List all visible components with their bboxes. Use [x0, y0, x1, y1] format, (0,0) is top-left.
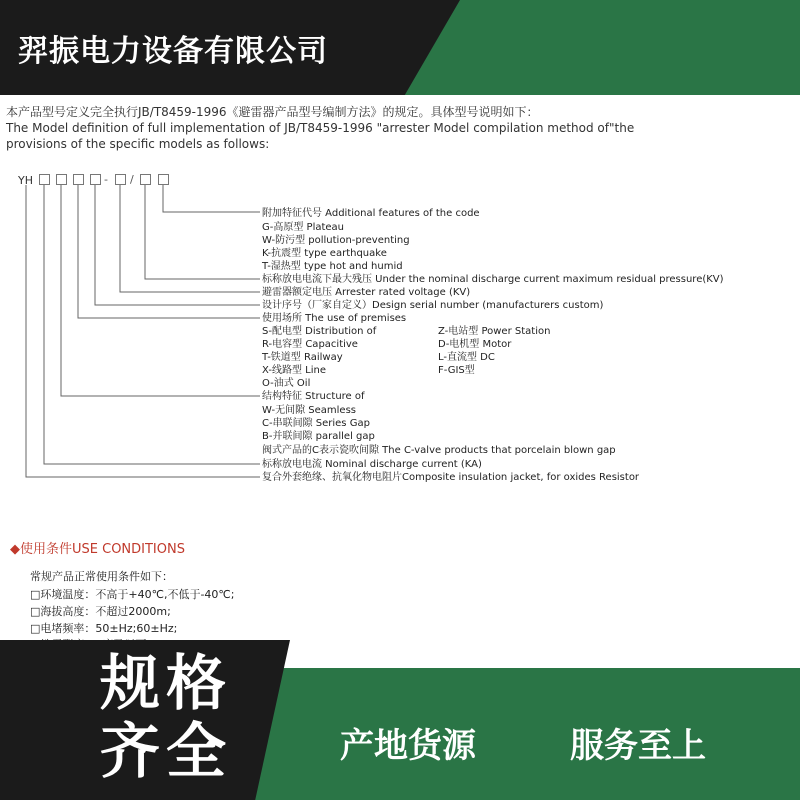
definition-line-col2: D-电机型 Motor [438, 339, 512, 350]
definition-line-col2: Z-电站型 Power Station [438, 326, 551, 337]
definition-line: 设计序号（厂家自定义）Design serial number (manufacturers custom) [262, 300, 604, 311]
definition-line: R-电容型 Capacitive [262, 339, 358, 350]
intro-line: 本产品型号定义完全执行JB/T8459-1996《避雷器产品型号编制方法》的规定。具体型号说明如下： [6, 105, 539, 119]
definition-line: 复合外套绝缘、抗氧化物电阻片Composite insulation jacket, for oxides Resistor [262, 472, 640, 483]
definition-line: W-防污型 pollution-preventing [262, 235, 410, 246]
definition-line: 标称放电电流下最大残压 Under the nominal discharge current maximum residual pressure(KV) [262, 274, 724, 285]
code-slash: / [130, 173, 134, 186]
definition-line: 使用场所 The use of premises [262, 313, 407, 324]
spec-complete-text [100, 650, 232, 786]
code-dash: - [104, 173, 108, 186]
definition-line: C-串联间隙 Series Gap [262, 418, 370, 429]
model-code-prefix: YH [18, 174, 33, 187]
definition-line: K-抗震型 type earthquake [262, 248, 387, 259]
slogan-origin: 产地货源 [340, 726, 476, 766]
definition-line: 附加特征代号 Additional features of the code [262, 208, 480, 219]
definition-line: 避雷器额定电压 Arrester rated voltage (KV) [262, 287, 471, 298]
spec-line: 齐全 [100, 717, 232, 787]
spec-line: 规格 [100, 649, 232, 719]
use-conditions-intro: 常规产品正常使用条件如下： [30, 570, 173, 583]
definition-line-col2: L-直流型 DC [438, 352, 495, 363]
definition-line: W-无间隙 Seamless [262, 405, 356, 416]
definition-line: B-并联间隙 parallel gap [262, 431, 375, 442]
definition-line-col2: F-GIS型 [438, 365, 475, 376]
definition-line: 阀式产品的C表示瓷吹间隙 The C-valve products that porcelain blown gap [262, 445, 616, 456]
company-name: 羿振电力设备有限公司 [18, 34, 328, 69]
definition-line: X-线路型 Line [262, 365, 326, 376]
use-condition-item: □环境温度：不高于+40℃,不低于-40℃; [30, 588, 235, 601]
definition-line: 结构特征 Structure of [262, 391, 365, 402]
definition-line: O-油式 Oil [262, 378, 311, 389]
slogan-service: 服务至上 [570, 726, 706, 766]
definition-line: T-铁道型 Railway [262, 352, 343, 363]
use-condition-item: □电堵频率：50±Hz;60±Hz; [30, 622, 178, 635]
use-conditions-title: ◆使用条件USE CONDITIONS [10, 542, 185, 557]
definition-line: S-配电型 Distribution of [262, 326, 377, 337]
use-condition-item: □海拔高度：不超过2000m; [30, 605, 171, 618]
definition-line: G-高原型 Plateau [262, 222, 345, 233]
definition-line: 标称放电电流 Nominal discharge current (KA) [262, 459, 482, 470]
definition-line: T-湿热型 type hot and humid [262, 261, 403, 272]
intro-line: provisions of the specific models as follows: [6, 137, 270, 151]
intro-line: The Model definition of full implementation of JB/T8459-1996 "arrester Model compilation method of"the [6, 121, 635, 135]
